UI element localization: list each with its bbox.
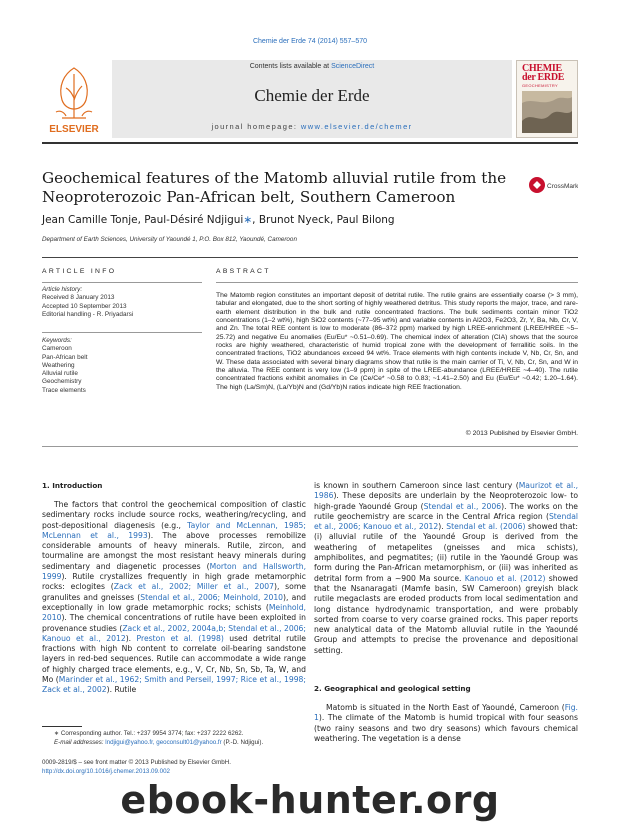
citation-link[interactable]: Stendal et al., 2006; Meinhold, 2010	[140, 592, 284, 602]
sciencedirect-link[interactable]: ScienceDirect	[331, 63, 375, 70]
article-title: Geochemical features of the Matomb alluvial rutile from the Neoproterozoic Pan-African belt, Southern Cameroon	[42, 169, 507, 206]
article-info-rule	[42, 282, 202, 283]
citation-link[interactable]: Stendal et al. (2006)	[446, 522, 526, 532]
journal-cover-thumbnail	[516, 60, 578, 138]
copyright: © 2013 Published by Elsevier GmbH.	[465, 430, 578, 437]
abstract-bottom-rule	[42, 446, 578, 447]
citation-link[interactable]: Zack et al., 2002; Miller et al., 2007	[113, 582, 274, 592]
section-heading-geology: 2. Geographical and geological setting	[314, 684, 471, 693]
introduction-text: The factors that control the geochemical composition of clastic sedimentary rocks include source rocks, weathering/recycling, and post-depositional diagenesis (e.g., Taylor and McLennan, 1985; McLennan et al., 1993). The above processes remobilize considerable amounts of heavy minerals. Rutile, zircon, and tourmaline are amongst the most resistant heavy minerals during sedimentary and diagenetic processes (Morton and Hallsworth, 1999). Rutile crystallizes frequently in high grade metamorphic rocks: eclogites (Zack et al., 2002; Miller et al., 2007), some granulites and gneisses (Stendal et al., 2006; Meinhold, 2010), and exceptionally in low grade metamorphic rocks; schists (Meinhold, 2010). The chemical concentrations of rutile have been exploited in provenance studies (Zack et al., 2002, 2004a,b; Stendal et al., 2006; Kanouo et al., 2012). Preston et al. (1998) used detrital rutile fractions with high Nb content to correlate oil-bearing sandstone layers in red-bed sequences. Rutile can accommodate a wide range of highly charged trace elements, e.g., V, Cr, Nb, Sn, Sb, Ta, W, and Mo (Marinder et al., 1962; Smith and Perseil, 1997; Rice et al., 1998; Zack et al., 2002). Rutile	[42, 500, 307, 695]
section-heading-introduction: 1. Introduction	[42, 481, 103, 490]
abstract-heading: ABSTRACT	[216, 268, 271, 275]
crossmark-label: CrossMark	[547, 183, 578, 190]
citation-link[interactable]: Taylor and McLennan, 1985; McLennan et al., 1993	[42, 520, 306, 540]
keyword: Cameroon	[42, 345, 72, 353]
email-links[interactable]: lndjigui@yahoo.fr, geoconsult01@yahoo.fr	[105, 738, 222, 746]
keyword: Geochemistry	[42, 378, 82, 386]
journal-homepage: journal homepage: www.elsevier.de/chemer	[211, 122, 413, 131]
citation-link[interactable]: Maurizot et al., 1986	[314, 481, 579, 501]
homepage-link[interactable]: www.elsevier.de/chemer	[300, 122, 413, 131]
journal-reference[interactable]: Chemie der Erde 74 (2014) 557–570	[252, 38, 368, 45]
keyword: Pan-African belt	[42, 353, 88, 361]
right-column-text: is known in southern Cameroon since last century (Maurizot et al., 1986). These deposits are underlain by the Neoproterozoic low- to high-grade Yaoundé Group (Stendal et al., 2006). The works on the rutile geochemistry are scarce in the Central Africa region (Stendal et al., 2006; Kanouo et al., 2012). Stendal et al. (2006) showed that: (i) alluvial rutile of the Yaoundé Group is derived from the weathering of metapelites (gneisses and mica schists), amphibolites, and pegmatites; (ii) rutile in the Yaoundé Group was form during the Pan-African metamorphism, or (iii) was inherited as detrital form from a ~900 Ma source. Kanouo et al. (2012) showed that the Nsanaragati (Mamfe basin, SW Cameroon) greyish black rutile megaclasts are eroded products from local sedimentation and long distance hydrodynamic transportation, and were probably sorted from coarse to very coarse grained rocks. This paper reports new analytical data of the Matomb alluvial rutile in the Yaoundé Group and attempts to precise the provenance and depositional setting.	[314, 481, 579, 655]
cover-image	[522, 91, 572, 133]
footnote-rule	[42, 726, 82, 727]
elsevier-wordmark: ELSEVIER	[49, 124, 99, 135]
contents-available: Contents lists available at ScienceDirect	[249, 63, 375, 70]
affiliation: Department of Earth Sciences, University of Yaoundé 1, P.O. Box 812, Yaoundé, Cameroon	[42, 236, 297, 243]
received-date: Received 8 January 2013	[42, 294, 115, 302]
header-rule	[42, 142, 578, 144]
citation-link[interactable]: Stendal et al., 2006; Kanouo et al., 2012	[314, 511, 578, 532]
author-list: Jean Camille Tonje, Paul-Désiré Ndjigui∗, Brunot Nyeck, Paul Bilong	[42, 214, 395, 226]
doi-link[interactable]: http://dx.doi.org/10.1016/j.chemer.2013.09.002	[42, 767, 170, 775]
citation-link[interactable]: Stendal et al., 2006	[423, 501, 502, 511]
watermark: ebook-hunter.org	[120, 778, 500, 822]
citation-link[interactable]: Preston et al. (1998)	[136, 633, 224, 643]
issn-line: 0009-2819/$ – see front matter © 2013 Published by Elsevier GmbH.	[42, 759, 231, 766]
abstract-rule	[216, 282, 578, 283]
cover-subtitle: GEOCHEMISTRY	[522, 83, 558, 88]
figure-link[interactable]: Fig. 1	[314, 703, 578, 723]
affiliation-rule	[42, 257, 578, 258]
citation-link[interactable]: Meinhold, 2010	[42, 602, 306, 623]
elsevier-logo	[42, 60, 106, 138]
abstract-text: The Matomb region constitutes an important deposit of detrital rutile. The rutile grains are essentially coarse (> 3 mm), tabular and elongated, due to the short sorting of highly weathered detritus. This study reports the major, trace, and rare-earth element distribution in the bulk and rutile concentrated fractions. The bulk sediments contain minor TiO2 concentrations (1–2 wt%), high SiO2 contents (~77–95 wt%) and variable contents in Al2O3, Fe2O3, Zr, Y, Ba, Nb, Cr, V, and Zn. The total REE content is low to moderate (86–372 ppm) marked by high LREE-enrichment (LREE/HREE ~5–25.72) and negative Eu anomalies (Eu/Eu* ~0.51–0.69). The chemical index of alteration (CIA) shows that the source rocks are highly weathered, characteristic of humid tropical zone with the development of ferrallitic soils. In the concentrated fractions, TiO2 abundances exceed 94 wt%. Trace elements with high contents include V, Nb, Cr, Sn, and W. These data associated with several binary diagrams show that rutile is the main carrier of Ti, V, Nb, Cr, Sn, and W in the alluvia. The REE content is very low (1–9 ppm) in spite of the LREE-abundance (LREE/HREE ~4–40). The rutile concentrated fractions exhibit anomalies in Ce (Ce/Ce* ~0.58 to 0.83; ~1.41–2.50) and Eu (Eu/Eu* ~0.42; 1.20–1.64). The high (La/Sm)N, (La/Yb)N and (Gd/Yb)N ratios indicate high REE fractionation.	[216, 292, 578, 391]
article-info-heading: ARTICLE INFO	[42, 268, 117, 275]
corresponding-author-mark[interactable]: ∗	[243, 214, 253, 226]
cover-title-1: CHEMIE	[522, 63, 562, 74]
footnote-corresponding: ∗ Corresponding author. Tel.: +237 9954 3774; fax: +237 2222 6262. E-mail addresses: lndjigui@yahoo.fr, geoconsult01@yahoo.fr (P.-D. Ndjigui).	[54, 730, 264, 746]
editorial-handling: Editorial handling - R. Priyadarsi	[42, 310, 134, 318]
citation-link[interactable]: Zack et al., 2002, 2004a,b; Stendal et al., 2006; Kanouo et al., 2012	[42, 623, 306, 643]
keywords-block	[42, 337, 202, 395]
journal-title: Chemie der Erde	[254, 86, 370, 105]
cover-title-2: der ERDE	[522, 72, 565, 83]
keyword: Alluvial rutile	[42, 370, 78, 378]
geology-text: Matomb is situated in the North East of Yaoundé, Cameroon (Fig. 1). The climate of the Matomb is humid tropical with four seasons (two rainy seasons and two dry seasons) which favours chemical weathering. The vegetation is a dense	[314, 703, 578, 743]
citation-link[interactable]: Kanouo et al. (2012)	[464, 573, 546, 583]
crossmark-badge[interactable]	[528, 174, 578, 196]
accepted-date: Accepted 10 September 2013	[42, 302, 127, 310]
keywords-rule	[42, 332, 202, 333]
keyword: Weathering	[42, 361, 75, 369]
keywords-label: Keywords:	[42, 337, 72, 344]
citation-link[interactable]: Marinder et al., 1962; Smith and Perseil, 1997; Rice et al., 1998; Zack et al., 2002	[42, 675, 306, 695]
citation-link[interactable]: Morton and Hallsworth, 1999	[42, 561, 306, 582]
keyword: Trace elements	[42, 386, 86, 394]
history-label: Article history:	[42, 286, 83, 293]
front-matter	[42, 759, 312, 776]
article-history	[42, 286, 202, 319]
